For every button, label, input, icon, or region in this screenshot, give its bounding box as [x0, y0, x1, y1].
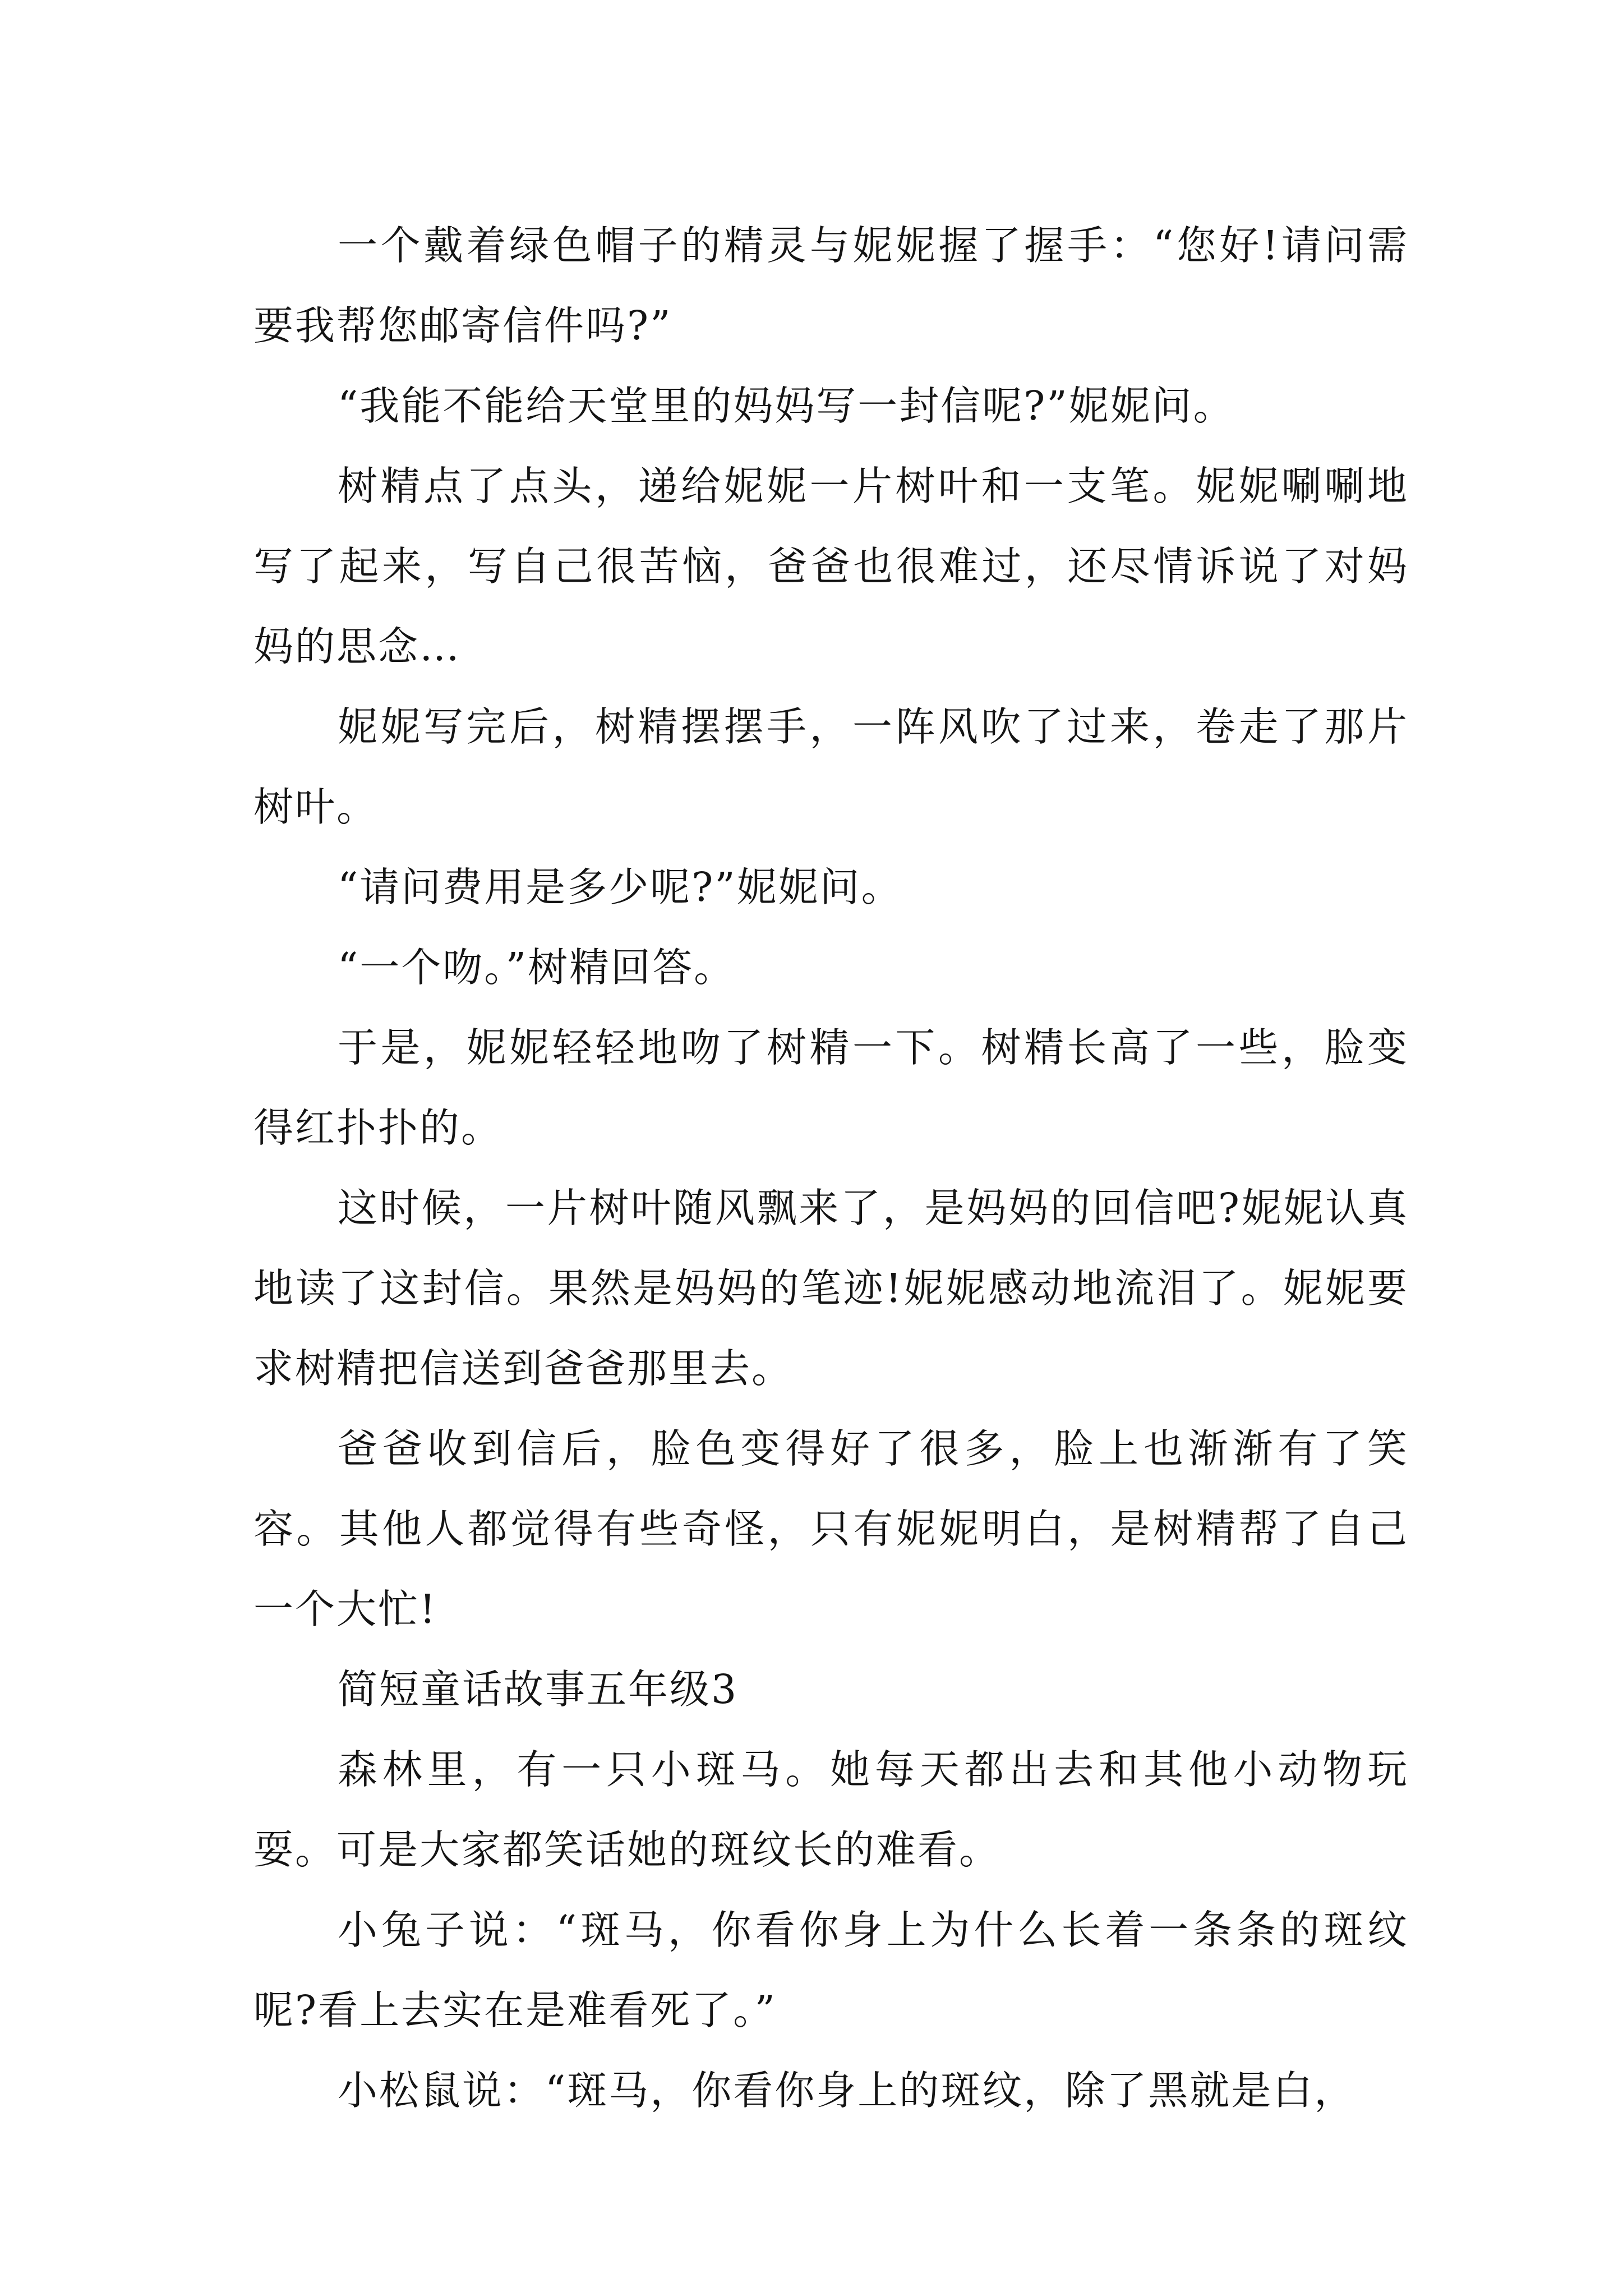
paragraph-11: 小兔子说：“斑马，你看你身上为什么长着一条条的斑纹呢?看上去实在是难看死了。” — [253, 1907, 1409, 2033]
body-text — [253, 205, 1409, 2131]
paragraph-9: 爸爸收到信后，脸色变得好了很多，脸上也渐渐有了笑容。其他人都觉得有些奇怪，只有妮妮明白，是树精帮了自己一个大忙! — [253, 1425, 1409, 1632]
paragraph-10: 森林里，有一只小斑马。她每天都出去和其他小动物玩耍。可是大家都笑话她的斑纹长的难看。 — [253, 1746, 1409, 1873]
paragraph-2: “我能不能给天堂里的妈妈写一封信呢?”妮妮问。 — [338, 383, 1235, 429]
paragraph-4: 妮妮写完后，树精摆摆手，一阵风吹了过来，卷走了那片树叶。 — [253, 703, 1409, 830]
paragraph-7: 于是，妮妮轻轻地吻了树精一下。树精长高了一些，脸变得红扑扑的。 — [253, 1024, 1409, 1151]
paragraph-8: 这时候，一片树叶随风飘来了，是妈妈的回信吧?妮妮认真地读了这封信。果然是妈妈的笔迹!妮妮感动地流泪了。妮妮要求树精把信送到爸爸那里去。 — [253, 1185, 1409, 1392]
paragraph-6: “一个吻。”树精回答。 — [338, 944, 736, 991]
paragraph-3: 树精点了点头，递给妮妮一片树叶和一支笔。妮妮唰唰地写了起来，写自己很苦恼，爸爸也很难过，还尽情诉说了对妈妈的思念… — [253, 463, 1409, 670]
paragraph-1: 一个戴着绿色帽子的精灵与妮妮握了握手：“您好!请问需要我帮您邮寄信件吗?” — [253, 222, 1409, 349]
paragraph-12: 小松鼠说：“斑马，你看你身上的斑纹，除了黑就是白， — [338, 2067, 1356, 2114]
section-heading: 简短童话故事五年级3 — [338, 1666, 739, 1713]
paragraph-5: “请问费用是多少呢?”妮妮问。 — [338, 864, 903, 910]
